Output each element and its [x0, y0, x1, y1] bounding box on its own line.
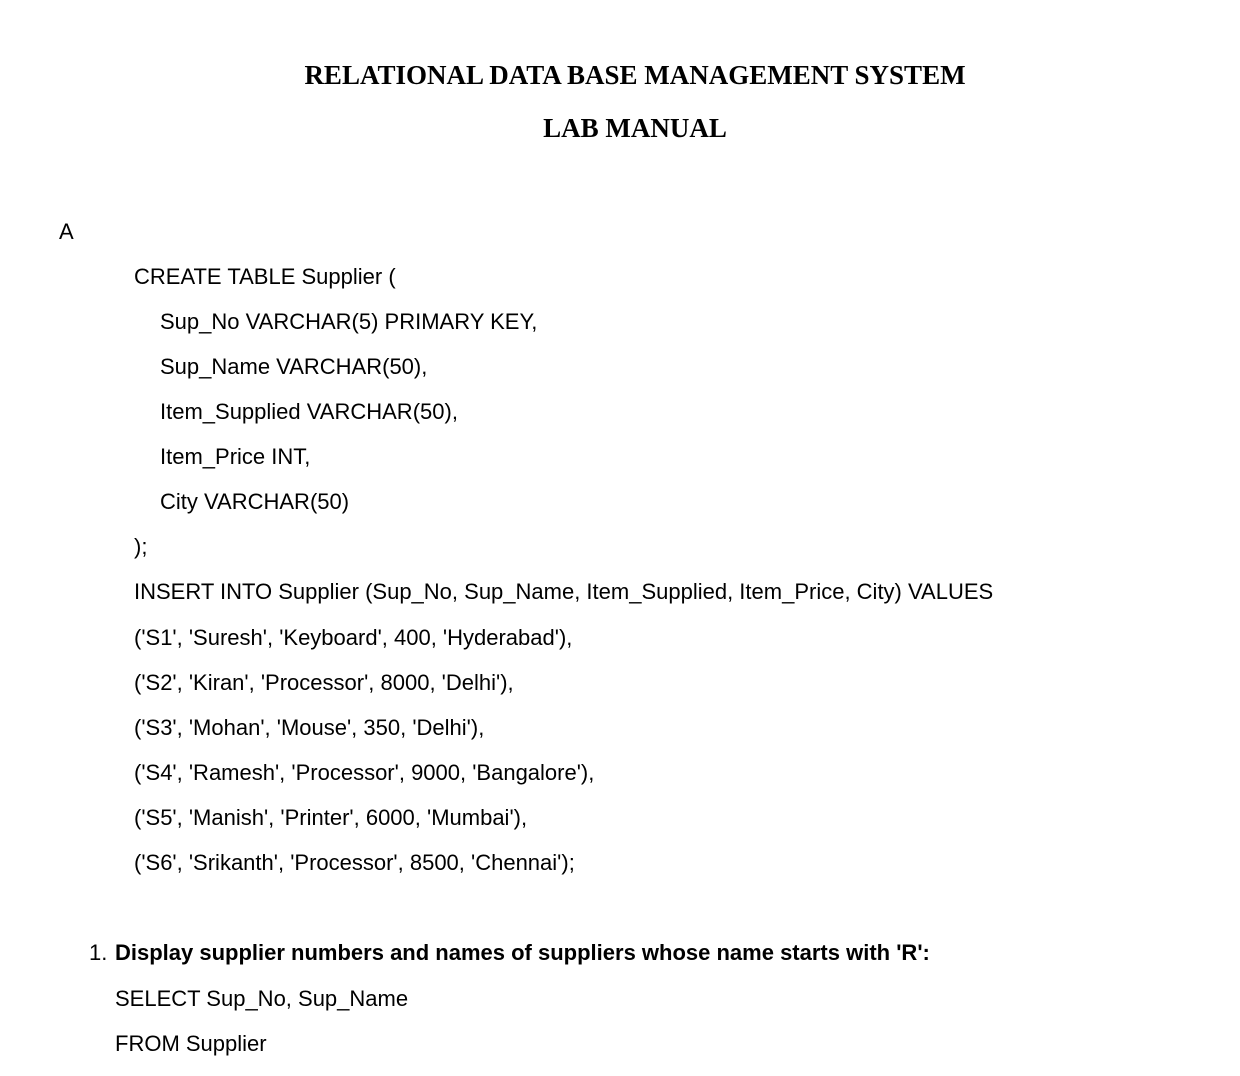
document-subtitle: LAB MANUAL [543, 113, 727, 143]
create-table-open: CREATE TABLE Supplier ( [134, 264, 396, 289]
insert-row: ('S6', 'Srikanth', 'Processor', 8500, 'Chennai'); [134, 850, 575, 875]
column-definition: Item_Supplied VARCHAR(50), [160, 399, 458, 424]
query-line: SELECT Sup_No, Sup_Name [115, 986, 409, 1011]
column-definition: City VARCHAR(50) [160, 489, 350, 514]
insert-row: ('S2', 'Kiran', 'Processor', 8000, 'Delhi'), [134, 670, 514, 695]
question-text: Display supplier numbers and names of suppliers whose name starts with 'R': [115, 940, 930, 965]
insert-statement: INSERT INTO Supplier (Sup_No, Sup_Name, Item_Supplied, Item_Price, City) VALUES [134, 579, 994, 604]
insert-row: ('S4', 'Ramesh', 'Processor', 9000, 'Bangalore'), [134, 760, 595, 785]
document-title: RELATIONAL DATA BASE MANAGEMENT SYSTEM [304, 60, 966, 90]
question-number: 1. [89, 940, 108, 965]
query-line: FROM Supplier [115, 1031, 267, 1056]
insert-row: ('S5', 'Manish', 'Printer', 6000, 'Mumbai'), [134, 805, 528, 830]
column-definition: Item_Price INT, [160, 444, 311, 469]
insert-row: ('S3', 'Mohan', 'Mouse', 350, 'Delhi'), [134, 715, 485, 740]
insert-row: ('S1', 'Suresh', 'Keyboard', 400, 'Hyderabad'), [134, 625, 573, 650]
section-label: A [59, 219, 74, 244]
column-definition: Sup_No VARCHAR(5) PRIMARY KEY, [160, 309, 538, 334]
create-table-close: ); [134, 534, 148, 559]
column-definition: Sup_Name VARCHAR(50), [160, 354, 428, 379]
